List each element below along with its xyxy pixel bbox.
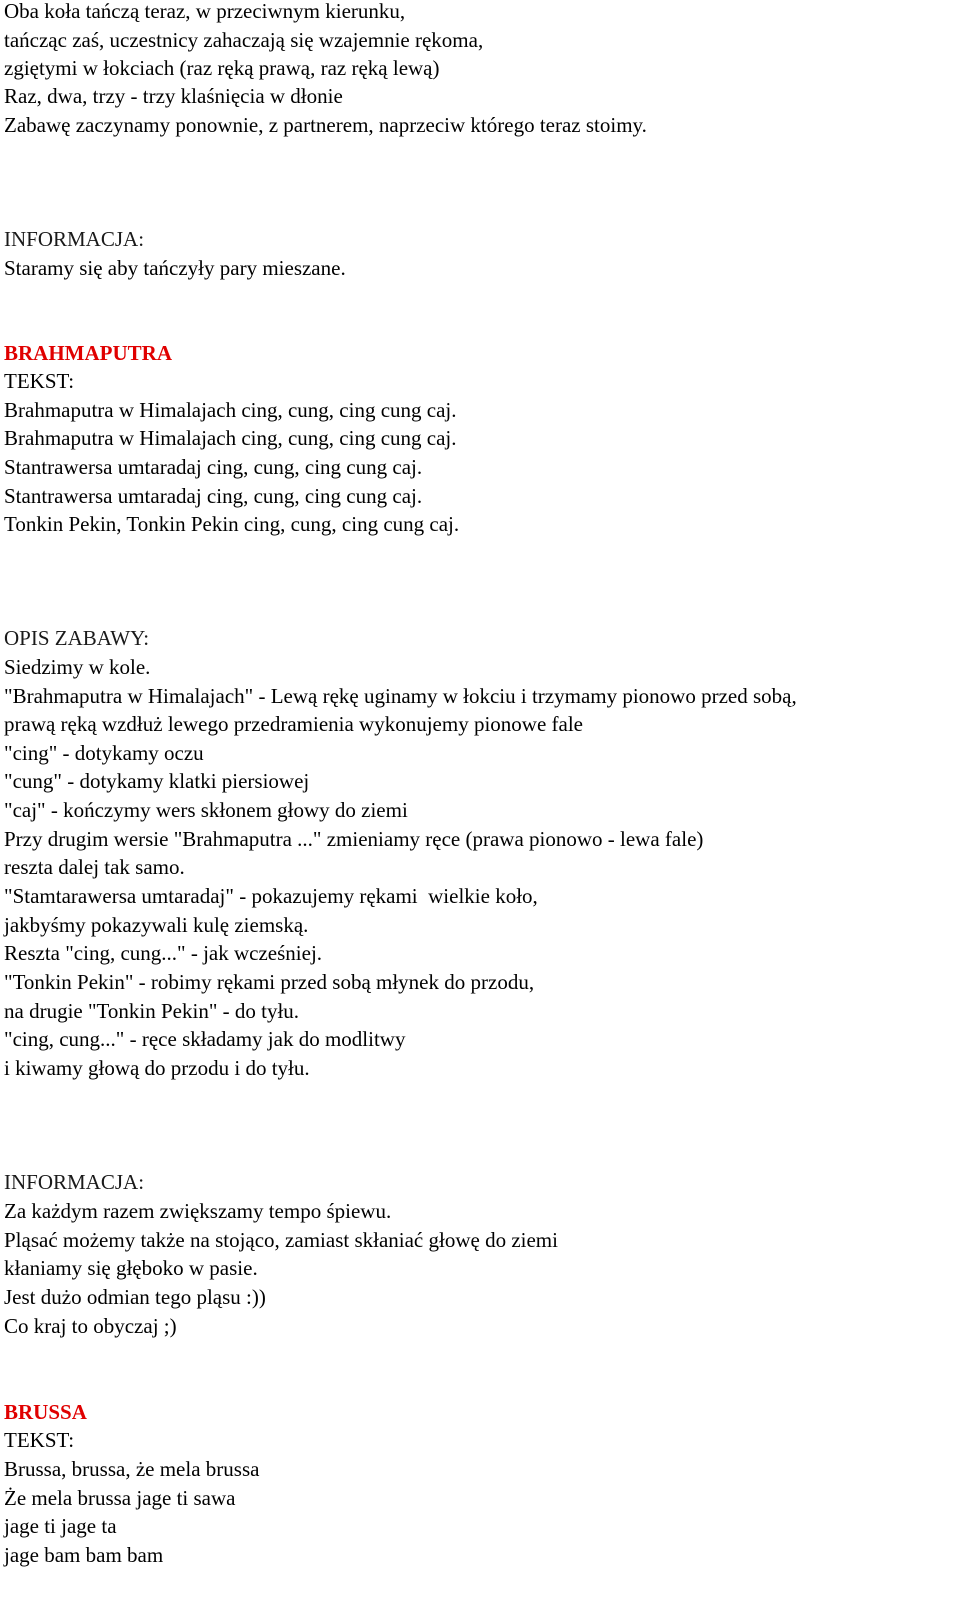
description-line: "cing" - dotykamy oczu xyxy=(4,741,204,765)
text-label: TEKST: xyxy=(4,369,75,393)
description-line: jakbyśmy pokazywali kulę ziemską. xyxy=(4,913,309,937)
info-line: Staramy się aby tańczyły pary mieszane. xyxy=(4,256,346,280)
lyric-line: Że mela brussa jage ti sawa xyxy=(4,1486,236,1510)
lyric-line: Stantrawersa umtaradaj cing, cung, cing cung caj. xyxy=(4,484,423,508)
description-line: Reszta "cing, cung..." - jak wcześniej. xyxy=(4,941,323,965)
intro-line: zgiętymi w łokciach (raz ręką prawą, raz ręką lewą) xyxy=(4,56,440,80)
intro-line: tańcząc zaś, uczestnicy zahaczają się wzajemnie rękoma, xyxy=(4,28,484,52)
section-title-brussa: BRUSSA xyxy=(4,1400,87,1424)
intro-line: Zabawę zaczynamy ponownie, z partnerem, naprzeciw którego teraz stoimy. xyxy=(4,113,647,137)
description-line: "Tonkin Pekin" - robimy rękami przed sobą młynek do przodu, xyxy=(4,970,535,994)
description-label: OPIS ZABAWY: xyxy=(4,626,150,650)
info-line: Co kraj to obyczaj ;) xyxy=(4,1314,177,1338)
description-line: "Stamtarawersa umtaradaj" - pokazujemy rękami wielkie koło, xyxy=(4,884,538,908)
description-line: i kiwamy głową do przodu i do tyłu. xyxy=(4,1056,310,1080)
lyric-line: Stantrawersa umtaradaj cing, cung, cing cung caj. xyxy=(4,455,423,479)
lyric-line: Brussa, brussa, że mela brussa xyxy=(4,1457,260,1481)
intro-line: Raz, dwa, trzy - trzy klaśnięcia w dłonie xyxy=(4,84,343,108)
description-line: na drugie "Tonkin Pekin" - do tyłu. xyxy=(4,999,300,1023)
lyric-line: Brahmaputra w Himalajach cing, cung, cing cung caj. xyxy=(4,426,457,450)
description-line: "cung" - dotykamy klatki piersiowej xyxy=(4,769,310,793)
lyric-line: jage bam bam bam xyxy=(4,1543,164,1567)
lyric-line: Brahmaputra w Himalajach cing, cung, cing cung caj. xyxy=(4,398,457,422)
info-line: Pląsać możemy także na stojąco, zamiast skłaniać głowę do ziemi xyxy=(4,1228,558,1252)
description-line: "caj" - kończymy wers skłonem głowy do ziemi xyxy=(4,798,408,822)
lyric-line: Tonkin Pekin, Tonkin Pekin cing, cung, cing cung caj. xyxy=(4,512,460,536)
info-line: Za każdym razem zwiększamy tempo śpiewu. xyxy=(4,1199,392,1223)
text-label: TEKST: xyxy=(4,1428,75,1452)
intro-line: Oba koła tańczą teraz, w przeciwnym kierunku, xyxy=(4,0,406,23)
info-line: Jest dużo odmian tego pląsu :)) xyxy=(4,1285,266,1309)
description-line: "Brahmaputra w Himalajach" - Lewą rękę uginamy w łokciu i trzymamy pionowo przed sobą, xyxy=(4,684,797,708)
info-label: INFORMACJA: xyxy=(4,1170,145,1194)
description-line: reszta dalej tak samo. xyxy=(4,855,185,879)
description-line: "cing, cung..." - ręce składamy jak do modlitwy xyxy=(4,1027,406,1051)
info-line: kłaniamy się głęboko w pasie. xyxy=(4,1256,258,1280)
description-line: prawą ręką wzdłuż lewego przedramienia wykonujemy pionowe fale xyxy=(4,712,584,736)
info-label: INFORMACJA: xyxy=(4,227,145,251)
description-line: Przy drugim wersie "Brahmaputra ..." zmieniamy ręce (prawa pionowo - lewa fale) xyxy=(4,827,704,851)
description-line: Siedzimy w kole. xyxy=(4,655,151,679)
section-title-brahmaputra: BRAHMAPUTRA xyxy=(4,341,172,365)
lyric-line: jage ti jage ta xyxy=(4,1514,117,1538)
